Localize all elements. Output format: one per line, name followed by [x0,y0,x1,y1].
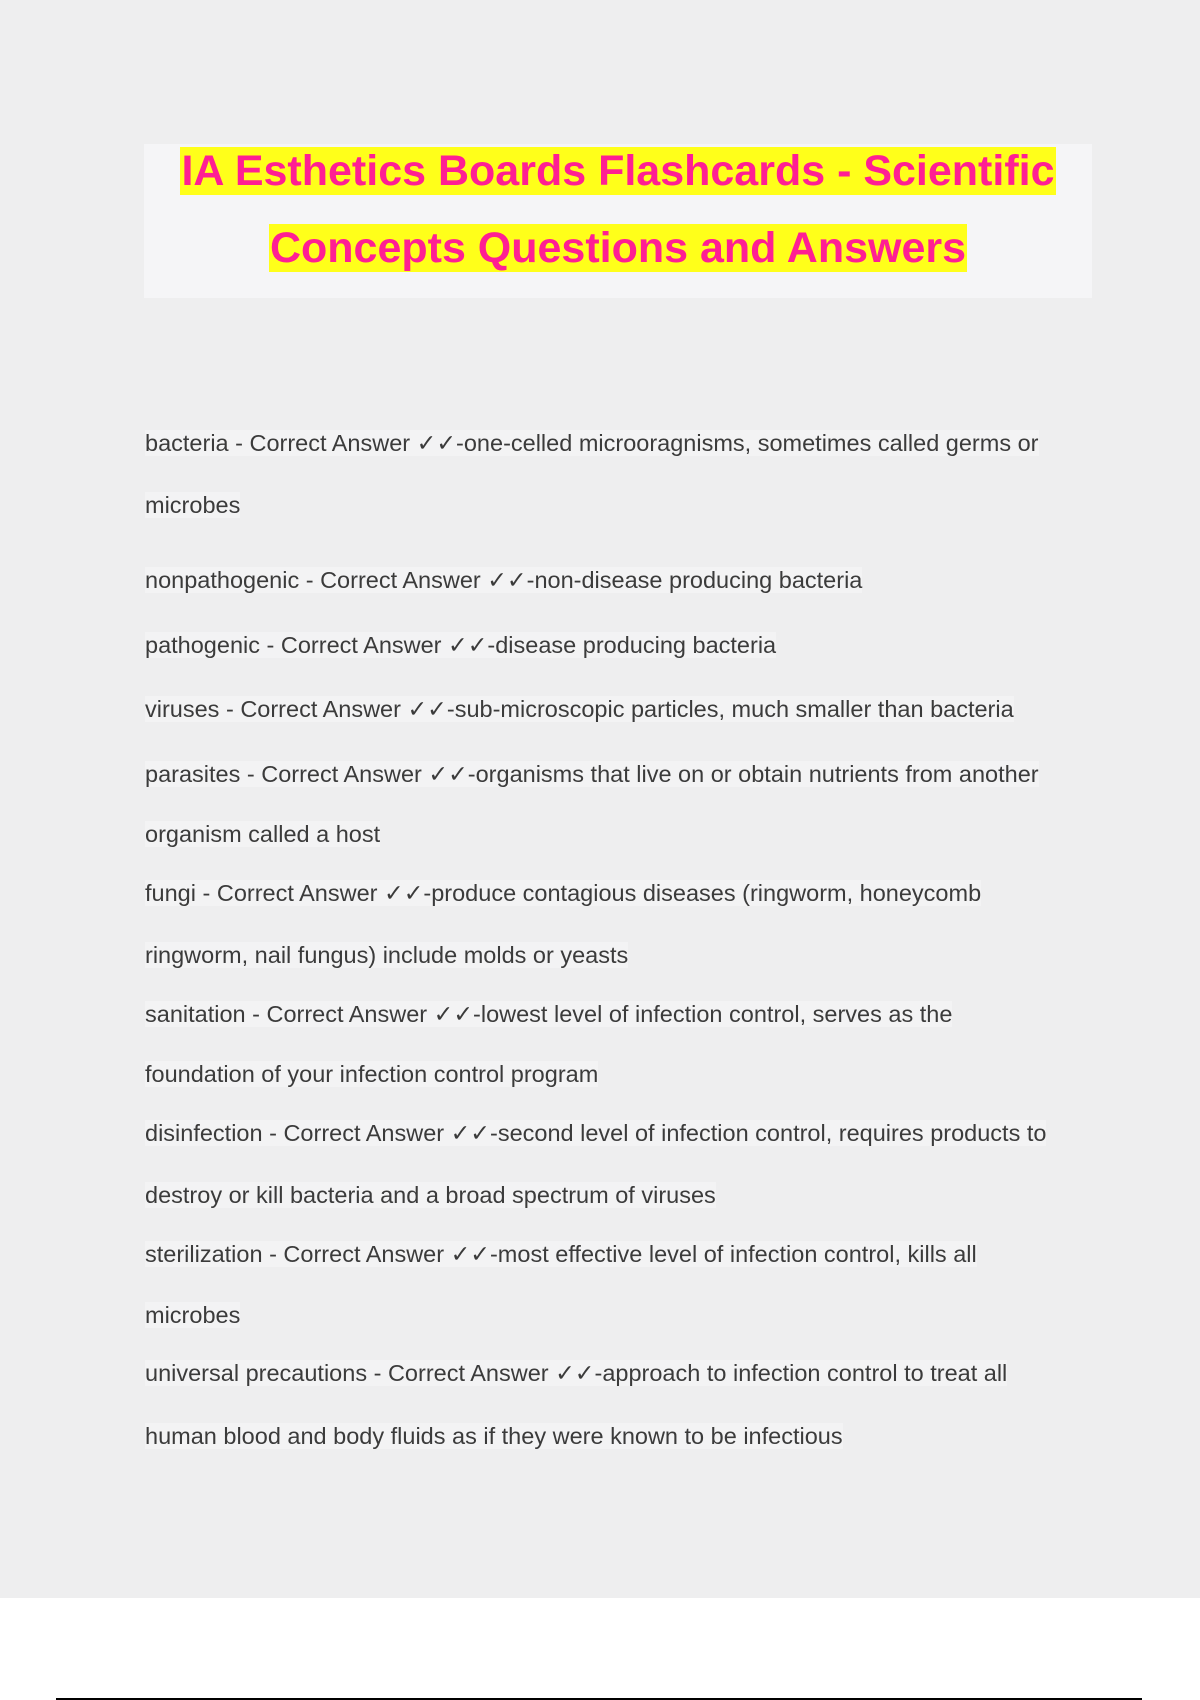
flashcard-list [145,0,1085,1500]
flashcard-line: human blood and body fluids as if they were known to be infectious [145,1423,843,1449]
flashcard-line: sterilization - Correct Answer ✓✓-most effective level of infection control, kills all [145,1241,977,1267]
title-line-2: Concepts Questions and Answers [269,224,967,272]
title-line-1: IA Esthetics Boards Flashcards - Scientific [181,147,1055,195]
flashcard-line: foundation of your infection control program [145,1061,599,1087]
flashcard-line: destroy or kill bacteria and a broad spectrum of viruses [145,1182,716,1208]
flashcard-line: parasites - Correct Answer ✓✓-organisms that live on or obtain nutrients from another [145,761,1039,787]
flashcard-line: fungi - Correct Answer ✓✓-produce contagious diseases (ringworm, honeycomb [145,880,982,906]
flashcard-line: microbes [145,1302,241,1328]
flashcard-line: organism called a host [145,821,381,847]
flashcard-line: nonpathogenic - Correct Answer ✓✓-non-disease producing bacteria [145,567,863,593]
flashcard-line: viruses - Correct Answer ✓✓-sub-microscopic particles, much smaller than bacteria [145,696,1014,722]
flashcard-line: universal precautions - Correct Answer ✓✓-approach to infection control to treat all [145,1360,1008,1386]
flashcard-line: sanitation - Correct Answer ✓✓-lowest level of infection control, serves as the [145,1001,953,1027]
flashcard-line: microbes [145,492,241,518]
flashcard-line: bacteria - Correct Answer ✓✓-one-celled microoragnisms, sometimes called germs or [145,430,1039,456]
flashcard-line: disinfection - Correct Answer ✓✓-second level of infection control, requires products to [145,1120,1047,1146]
flashcard-line: pathogenic - Correct Answer ✓✓-disease producing bacteria [145,632,777,658]
flashcard-line: ringworm, nail fungus) include molds or yeasts [145,942,629,968]
